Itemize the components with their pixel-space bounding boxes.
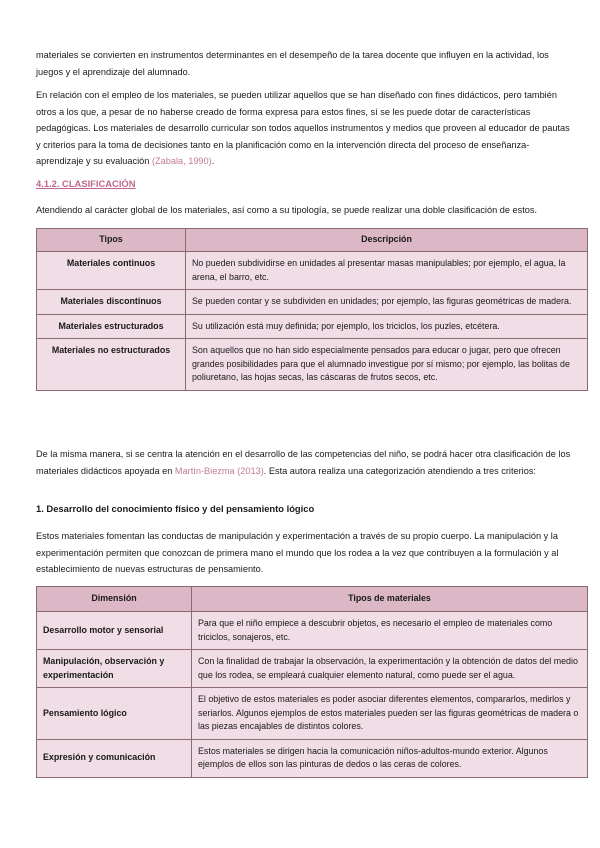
citation-martin-biezma[interactable]: Martín-Biezma (2013) bbox=[174, 465, 264, 476]
materials-cell: Estos materiales se dirigen hacia la comunicación niños-adultos-mundo exterior. Algunos ejemplos de ellos son las pinturas de dedos o las ceras de colores. bbox=[192, 739, 588, 777]
materials-types-table bbox=[36, 228, 588, 391]
dimension-cell: Pensamiento lógico bbox=[37, 688, 192, 740]
table-row bbox=[37, 252, 588, 290]
paragraph-classification-intro: Atendiendo al carácter global de los materiales, así como a su tipología, se puede realizar una doble clasificación de estos. bbox=[36, 205, 538, 215]
table-row bbox=[37, 612, 588, 650]
paragraph-manipulation: Estos materiales fomentan las conductas de manipulación y experimentación a través de su propio cuerpo. La manipulación y la experimentación permiten que conozcan de primera mano el mundo que los rodea a la vez que contribuyen a la formulación y al establecimiento de nuevas estructuras de pensamiento. bbox=[36, 531, 559, 574]
dimension-cell: Desarrollo motor y sensorial bbox=[37, 612, 192, 650]
paragraph-text: De la misma manera, si se centra la atención en el desarrollo de las competencias del niño, se podrá hacer otra clasificación de los materiales didácticos apoyada en bbox=[36, 449, 571, 476]
paragraph-end: . bbox=[211, 156, 215, 166]
paragraph-end: . Esta autora realiza una categorización atendiendo a tres criterios: bbox=[263, 465, 536, 476]
description-cell: Son aquellos que no han sido especialmente pensados para educar o jugar, pero que ofrecen grandes posibilidades para que el alumnado investigue por sí mismo; por ejemplo, las bolitas de poliuretano, las hojas secas, las cáscaras de frutos secos, etc. bbox=[186, 339, 588, 391]
materials-cell: El objetivo de estos materiales es poder asociar diferentes elementos, compararlos, medirlos y seriarlos. Algunos ejemplos de estos materiales pueden ser las figuras geométricas de madera o las piezas encajables de distintos colores. bbox=[192, 688, 588, 740]
paragraph-intro-continuation: materiales se convierten en instrumentos determinantes en el desempeño de la tarea docente que influyen en la actividad, los juegos y el aprendizaje del alumnado. bbox=[36, 50, 549, 77]
type-cell: Materiales discontinuos bbox=[37, 290, 186, 315]
type-cell: Materiales no estructurados bbox=[37, 339, 186, 391]
column-header-tipos-materiales: Tipos de materiales bbox=[192, 587, 588, 612]
paragraph-text: En relación con el empleo de los materiales, se pueden utilizar aquellos que se han diseñado con fines didácticos, pero también otros a los que, a pesar de no haberse creado de forma expresa para estos fines, sí se les puede dotar de características pedagógicas. Los materiales de desarrollo curricular son todos aquellos instrumentos y medios que proveen al educador de pautas y criterios para la toma de decisiones tanto en la planificación como en la intervención directa del proceso de enseñanza-aprendizaje y su evaluación bbox=[36, 90, 570, 166]
column-header-tipos: Tipos bbox=[37, 229, 186, 252]
column-header-descripcion: Descripción bbox=[186, 229, 588, 252]
table-header-row bbox=[37, 229, 588, 252]
materials-cell: Para que el niño empiece a descubrir objetos, es necesario el empleo de materiales como triciclos, sonajeros, etc. bbox=[192, 612, 588, 650]
paragraph-materials-use bbox=[36, 87, 574, 170]
dimension-cell: Expresión y comunicación bbox=[37, 739, 192, 777]
materials-cell: Con la finalidad de trabajar la observación, la experimentación y la obtención de datos del medio que los rodea, se empleará cualquier elemento natural, como puede ser el agua. bbox=[192, 650, 588, 688]
table-row bbox=[37, 688, 588, 740]
table-row bbox=[37, 650, 588, 688]
table-row bbox=[37, 314, 588, 339]
table-row bbox=[37, 339, 588, 391]
table-row bbox=[37, 290, 588, 315]
description-cell: Su utilización está muy definida; por ejemplo, los triciclos, los puzles, etcétera. bbox=[186, 314, 588, 339]
citation-zabala[interactable]: (Zabala, 1990) bbox=[151, 156, 212, 166]
column-header-dimension: Dimensión bbox=[37, 587, 192, 612]
criterion-heading: 1. Desarrollo del conocimiento físico y del pensamiento lógico bbox=[36, 503, 315, 514]
type-cell: Materiales continuos bbox=[37, 252, 186, 290]
table-row bbox=[37, 739, 588, 777]
paragraph-competencies bbox=[36, 446, 574, 479]
dimension-cell: Manipulación, observación y experimentación bbox=[37, 650, 192, 688]
type-cell: Materiales estructurados bbox=[37, 314, 186, 339]
description-cell: No pueden subdividirse en unidades al presentar masas manipulables; por ejemplo, el agua, la arena, el barro, etc. bbox=[186, 252, 588, 290]
description-cell: Se pueden contar y se subdividen en unidades; por ejemplo, las figuras geométricas de madera. bbox=[186, 290, 588, 315]
table-header-row bbox=[37, 587, 588, 612]
dimensions-table bbox=[36, 586, 588, 778]
section-heading[interactable]: 4.1.2. CLASIFICACIÓN bbox=[36, 178, 136, 189]
